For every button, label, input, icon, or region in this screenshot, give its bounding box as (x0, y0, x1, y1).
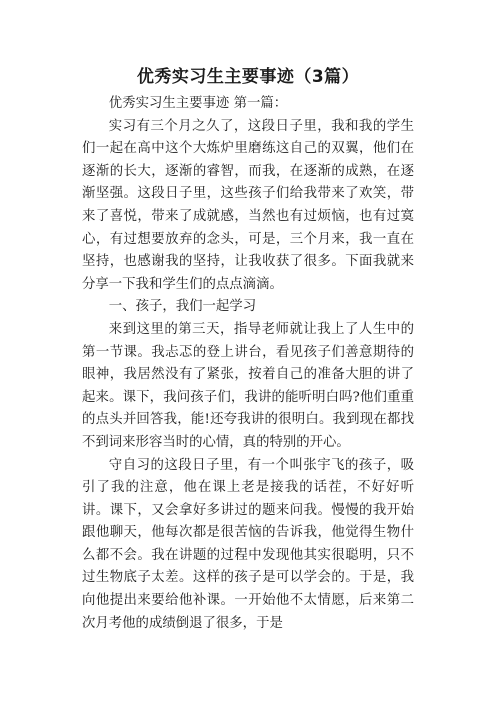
body-paragraph: 来到这里的第三天，指导老师就让我上了人生中的第一节课。我忐忑的登上讲台，看见孩子们善意期待的眼神，我居然没有了紧张，按着自己的准备大胆的讲了起来。课下，我问孩子们，我讲的能听明白吗?他们重重的点头并回答我，能!还夸我讲的很明白。我到现在都找不到词来形容当时的心情，真的特别的开心。 (82, 321, 414, 450)
subsection-heading: 一、孩子，我们一起学习 (108, 299, 257, 315)
body-paragraph: 守自习的这段日子里，有一个叫张宇飞的孩子，吸引了我的注意，他在课上老是接我的话茬，不好好听讲。课下，又会拿好多讲过的题来问我。慢慢的我开始跟他聊天，他每次都是很苦恼的告诉我，他觉得生物什么都不会。我在讲题的过程中发现他其实很聪明，只不过生物底子太差。这样的孩子是可以学会的。于是，我向他提出来要给他补课。一开始他不太情愿，后来第二次月考他的成绩倒退了很多，于是 (82, 457, 414, 631)
document-title: 优秀实习生主要事迹（3篇） (136, 67, 360, 87)
document-body (82, 93, 414, 635)
body-paragraph: 实习有三个月之久了，这段日子里，我和我的学生们一起在高中这个大炼炉里磨练这自己的双翼，他们在逐渐的长大，逐渐的睿智，而我，在逐渐的成熟，在逐渐坚强。这段日子里，这些孩子们给我带来了欢笑，带来了喜悦，带来了成就感，当然也有过烦恼，也有过寞心，有过想要放弃的念头，可是，三个月来，我一直在坚持，也感谢我的坚持，让我收获了很多。下面我就来分享一下我和学生们的点点滴滴。 (82, 118, 414, 292)
section-heading: 优秀实习生主要事迹 第一篇： (108, 96, 288, 111)
